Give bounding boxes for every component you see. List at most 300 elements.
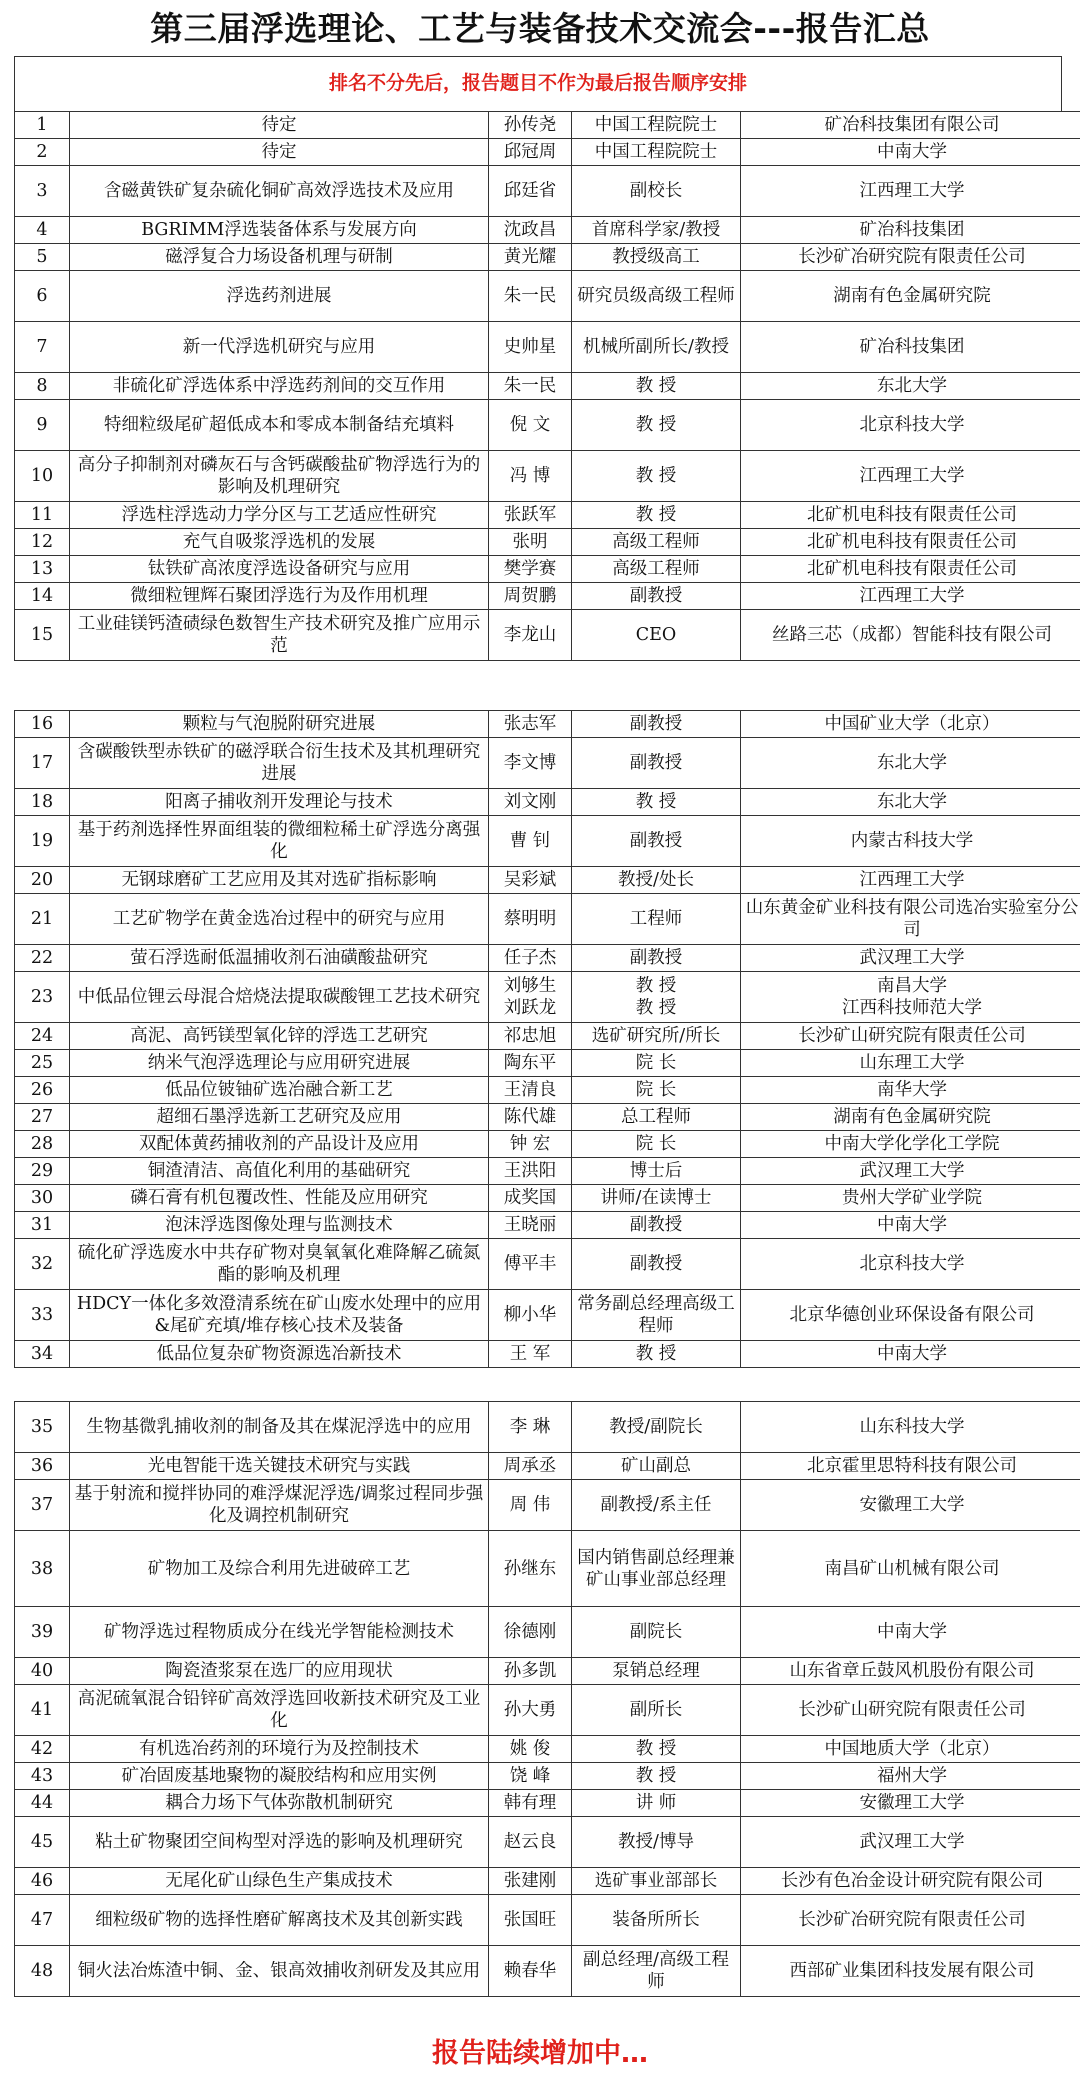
table-row [15,1453,1080,1480]
table-row [15,1685,1080,1736]
cell-no: 7 [15,322,70,373]
table-row [15,373,1080,400]
table-row [15,1158,1080,1185]
cell-name: 樊学赛 [489,556,572,583]
cell-name: 钟 宏 [489,1131,572,1158]
cell-org: 湖南有色金属研究院 [741,1104,1080,1131]
table-row [15,1023,1080,1050]
cell-name: 孙多凯 [489,1658,572,1685]
table-row [15,1895,1080,1946]
cell-name: 韩有理 [489,1790,572,1817]
table-row [15,1868,1080,1895]
cell-title: 中国工程院院士 [572,112,741,139]
cell-topic: 生物基微乳捕收剂的制备及其在煤泥浮选中的应用 [70,1402,489,1453]
cell-topic: 低品位复杂矿物资源选冶新技术 [70,1341,489,1368]
cell-topic: 工业硅镁钙渣碛绿色数智生产技术研究及推广应用示范 [70,610,489,661]
cell-org: 长沙矿冶研究院有限责任公司 [741,244,1080,271]
cell-name: 傅平丰 [489,1239,572,1290]
cell-name: 王晓丽 [489,1212,572,1239]
cell-topic: 纳米气泡浮选理论与应用研究进展 [70,1050,489,1077]
cell-name: 邱冠周 [489,139,572,166]
report-table-section-3 [14,1401,1080,1997]
cell-name: 饶 峰 [489,1763,572,1790]
table-row [15,1480,1080,1531]
cell-no: 22 [15,945,70,972]
cell-title: 中国工程院院士 [572,139,741,166]
cell-name: 黄光耀 [489,244,572,271]
cell-no: 9 [15,400,70,451]
cell-name: 周 伟 [489,1480,572,1531]
cell-no: 11 [15,502,70,529]
cell-title: 院 长 [572,1077,741,1104]
cell-name: 张建刚 [489,1868,572,1895]
cell-title: 教 授 [572,373,741,400]
table-row [15,1050,1080,1077]
cell-org: 江西理工大学 [741,583,1080,610]
table-row [15,1658,1080,1685]
cell-no: 17 [15,738,70,789]
cell-title: 副总经理/高级工程师 [572,1946,741,1997]
cell-title: 副教授 [572,583,741,610]
cell-title: 副教授 [572,738,741,789]
table-row [15,556,1080,583]
cell-name: 沈政昌 [489,217,572,244]
cell-title: 选矿事业部部长 [572,1868,741,1895]
cell-no: 4 [15,217,70,244]
cell-title-line: 教 授 [635,998,677,1018]
cell-no: 13 [15,556,70,583]
cell-org: 江西理工大学 [741,451,1080,502]
cell-name: 王 军 [489,1341,572,1368]
cell-title: 教 授 [572,451,741,502]
cell-topic: 有机选冶药剂的环境行为及控制技术 [70,1736,489,1763]
cell-name: 周贺鹏 [489,583,572,610]
cell-no: 42 [15,1736,70,1763]
cell-name: 史帅星 [489,322,572,373]
cell-no: 33 [15,1290,70,1341]
cell-topic: 钛铁矿高浓度浮选设备研究与应用 [70,556,489,583]
cell-title: 院 长 [572,1050,741,1077]
cell-title: 工程师 [572,894,741,945]
cell-org: 矿冶科技集团有限公司 [741,112,1080,139]
cell-title: 常务副总经理高级工程师 [572,1290,741,1341]
table-row [15,166,1080,217]
cell-title: 国内销售副总经理兼矿山事业部总经理 [572,1531,741,1607]
cell-topic: 磁浮复合力场设备机理与研制 [70,244,489,271]
cell-name: 孙继东 [489,1531,572,1607]
table-row [15,502,1080,529]
table-row [15,1212,1080,1239]
cell-no: 15 [15,610,70,661]
table-row [15,738,1080,789]
table-row [15,972,1080,1023]
cell-org: 北矿机电科技有限责任公司 [741,502,1080,529]
cell-title: 教授级高工 [572,244,741,271]
table-row [15,139,1080,166]
cell-no: 37 [15,1480,70,1531]
cell-org: 南华大学 [741,1077,1080,1104]
cell-topic: 工艺矿物学在黄金选冶过程中的研究与应用 [70,894,489,945]
cell-title: 副教授 [572,816,741,867]
more-reports-footer: 报告陆续增加中… [432,2038,648,2069]
cell-org: 北矿机电科技有限责任公司 [741,529,1080,556]
cell-title: 矿山副总 [572,1453,741,1480]
cell-topic: 含磁黄铁矿复杂硫化铜矿高效浮选技术及应用 [70,166,489,217]
cell-org: 东北大学 [741,738,1080,789]
cell-title: 机械所副所长/教授 [572,322,741,373]
cell-title: 教 授 [572,1341,741,1368]
cell-title: 副教授/系主任 [572,1480,741,1531]
cell-no: 20 [15,867,70,894]
cell-no: 27 [15,1104,70,1131]
cell-topic: 浮选药剂进展 [70,271,489,322]
cell-topic: 超细石墨浮选新工艺研究及应用 [70,1104,489,1131]
cell-title: 博士后 [572,1158,741,1185]
table-row [15,583,1080,610]
table-row [15,1131,1080,1158]
cell-org: 南昌矿山机械有限公司 [741,1531,1080,1607]
cell-topic: 新一代浮选机研究与应用 [70,322,489,373]
cell-topic: 细粒级矿物的选择性磨矿解离技术及其创新实践 [70,1895,489,1946]
cell-topic: 高泥硫氧混合铅锌矿高效浮选回收新技术研究及工业化 [70,1685,489,1736]
cell-no: 29 [15,1158,70,1185]
cell-title: 高级工程师 [572,529,741,556]
table-row [15,894,1080,945]
cell-no: 43 [15,1763,70,1790]
cell-name: 王洪阳 [489,1158,572,1185]
cell-org: 东北大学 [741,373,1080,400]
cell-org: 东北大学 [741,789,1080,816]
table-row [15,1736,1080,1763]
cell-no: 28 [15,1131,70,1158]
cell-name-line: 刘够生 [503,976,557,996]
cell-org: 山东黄金矿业科技有限公司选冶实验室分公司 [741,894,1080,945]
cell-org: 中南大学 [741,1212,1080,1239]
cell-org [741,972,1080,1023]
cell-title: 首席科学家/教授 [572,217,741,244]
cell-org: 中南大学 [741,139,1080,166]
table-row [15,1531,1080,1607]
cell-topic: 高分子抑制剂对磷灰石与含钙碳酸盐矿物浮选行为的影响及机理研究 [70,451,489,502]
table-row [15,1402,1080,1453]
cell-title: 教授/副院长 [572,1402,741,1453]
cell-org: 北京科技大学 [741,400,1080,451]
cell-topic: 矿冶固废基地聚物的凝胶结构和应用实例 [70,1763,489,1790]
cell-no: 45 [15,1817,70,1868]
cell-no: 34 [15,1341,70,1368]
cell-title: 教 授 [572,502,741,529]
cell-org: 西部矿业集团科技发展有限公司 [741,1946,1080,1997]
cell-title: 教 授 [572,400,741,451]
table-row [15,529,1080,556]
cell-topic: 陶瓷渣浆泵在选厂的应用现状 [70,1658,489,1685]
cell-no: 2 [15,139,70,166]
cell-name: 曹 钊 [489,816,572,867]
cell-title: 高级工程师 [572,556,741,583]
cell-no: 10 [15,451,70,502]
cell-topic: 硫化矿浮选废水中共存矿物对臭氧氧化难降解乙硫氮酯的影响及机理 [70,1239,489,1290]
cell-topic: 中低品位锂云母混合焙烧法提取碳酸锂工艺技术研究 [70,972,489,1023]
cell-topic: 低品位铍铀矿选冶融合新工艺 [70,1077,489,1104]
cell-name: 任子杰 [489,945,572,972]
cell-no: 24 [15,1023,70,1050]
cell-topic: BGRIMM浮选装备体系与发展方向 [70,217,489,244]
cell-topic: 粘土矿物聚团空间构型对浮选的影响及机理研究 [70,1817,489,1868]
cell-title: 讲 师 [572,1790,741,1817]
cell-org: 矿冶科技集团 [741,217,1080,244]
cell-topic: 光电智能干选关键技术研究与实践 [70,1453,489,1480]
cell-no: 36 [15,1453,70,1480]
cell-name: 陶东平 [489,1050,572,1077]
table-row [15,1817,1080,1868]
cell-title: 装备所所长 [572,1895,741,1946]
table-row [15,1946,1080,1997]
cell-name: 张跃军 [489,502,572,529]
cell-title: 教 授 [572,1763,741,1790]
table-row [15,1790,1080,1817]
table-row [15,1341,1080,1368]
cell-no: 8 [15,373,70,400]
cell-org: 长沙矿山研究院有限责任公司 [741,1685,1080,1736]
table-row [15,1185,1080,1212]
cell-org: 武汉理工大学 [741,1817,1080,1868]
cell-title: 副校长 [572,166,741,217]
cell-title: 副所长 [572,1685,741,1736]
page-title: 第三届浮选理论、工艺与装备技术交流会---报告汇总 [150,9,930,48]
cell-name: 张明 [489,529,572,556]
cell-org: 武汉理工大学 [741,945,1080,972]
cell-name: 张国旺 [489,1895,572,1946]
cell-no: 23 [15,972,70,1023]
cell-name: 刘文刚 [489,789,572,816]
order-notice: 排名不分先后，报告题目不作为最后报告顺序安排 [14,56,1062,112]
table-row [15,711,1080,738]
cell-name: 李龙山 [489,610,572,661]
cell-name: 朱一民 [489,373,572,400]
cell-title: 选矿研究所/所长 [572,1023,741,1050]
table-row [15,322,1080,373]
cell-name: 冯 博 [489,451,572,502]
table-row [15,1763,1080,1790]
cell-name: 赵云良 [489,1817,572,1868]
cell-topic: 含碳酸铁型赤铁矿的磁浮联合衍生技术及其机理研究进展 [70,738,489,789]
cell-org: 中国矿业大学（北京） [741,711,1080,738]
cell-org: 贵州大学矿业学院 [741,1185,1080,1212]
cell-title: 泵销总经理 [572,1658,741,1685]
cell-no: 30 [15,1185,70,1212]
table-row [15,1239,1080,1290]
cell-topic: 泡沫浮选图像处理与监测技术 [70,1212,489,1239]
cell-topic: 萤石浮选耐低温捕收剂石油磺酸盐研究 [70,945,489,972]
table-row [15,867,1080,894]
cell-org: 福州大学 [741,1763,1080,1790]
table-row [15,400,1080,451]
cell-no: 44 [15,1790,70,1817]
cell-title-line: 教 授 [635,976,677,996]
cell-topic: 特细粒级尾矿超低成本和零成本制备结充填料 [70,400,489,451]
cell-title: 教授/处长 [572,867,741,894]
cell-no: 6 [15,271,70,322]
cell-name: 陈代雄 [489,1104,572,1131]
cell-no: 40 [15,1658,70,1685]
cell-no: 19 [15,816,70,867]
cell-topic: 磷石膏有机包覆改性、性能及应用研究 [70,1185,489,1212]
cell-org: 山东理工大学 [741,1050,1080,1077]
cell-topic: 无钢球磨矿工艺应用及其对选矿指标影响 [70,867,489,894]
cell-name: 张志军 [489,711,572,738]
cell-org: 中南大学 [741,1341,1080,1368]
cell-no: 1 [15,112,70,139]
cell-topic: 铜火法冶炼渣中铜、金、银高效捕收剂研发及其应用 [70,1946,489,1997]
cell-no: 26 [15,1077,70,1104]
cell-name-line: 刘跃龙 [503,998,557,1018]
cell-title: 讲师/在读博士 [572,1185,741,1212]
cell-title: 副教授 [572,711,741,738]
cell-title: 副教授 [572,1212,741,1239]
cell-name: 赖春华 [489,1946,572,1997]
table-row [15,112,1080,139]
cell-org: 北京霍里思特科技有限公司 [741,1453,1080,1480]
cell-title: 研究员级高级工程师 [572,271,741,322]
table-row [15,1290,1080,1341]
cell-name: 李 琳 [489,1402,572,1453]
report-table-section-1 [14,111,1080,661]
cell-topic: 双配体黄药捕收剂的产品设计及应用 [70,1131,489,1158]
cell-name: 邱廷省 [489,166,572,217]
cell-no: 46 [15,1868,70,1895]
cell-org: 湖南有色金属研究院 [741,271,1080,322]
cell-name: 吴彩斌 [489,867,572,894]
cell-title: 教授/博导 [572,1817,741,1868]
cell-topic: 无尾化矿山绿色生产集成技术 [70,1868,489,1895]
cell-name: 孙大勇 [489,1685,572,1736]
table-row [15,1104,1080,1131]
cell-org: 长沙矿山研究院有限责任公司 [741,1023,1080,1050]
cell-org: 丝路三芯（成都）智能科技有限公司 [741,610,1080,661]
cell-name: 周承丞 [489,1453,572,1480]
cell-topic: 待定 [70,139,489,166]
cell-title: 副教授 [572,1239,741,1290]
table-row [15,816,1080,867]
cell-name: 李文博 [489,738,572,789]
cell-title: 院 长 [572,1131,741,1158]
cell-no: 47 [15,1895,70,1946]
cell-title: 副院长 [572,1607,741,1658]
cell-name: 蔡明明 [489,894,572,945]
cell-no: 16 [15,711,70,738]
cell-title: 副教授 [572,945,741,972]
cell-no: 35 [15,1402,70,1453]
table-row [15,945,1080,972]
cell-org: 中南大学化学化工学院 [741,1131,1080,1158]
cell-no: 12 [15,529,70,556]
table-row [15,244,1080,271]
cell-org: 矿冶科技集团 [741,322,1080,373]
cell-name: 倪 文 [489,400,572,451]
cell-org: 北京华德创业环保设备有限公司 [741,1290,1080,1341]
cell-no: 21 [15,894,70,945]
cell-org-line: 南昌大学 [877,976,947,996]
cell-name [489,972,572,1023]
cell-title [572,972,741,1023]
cell-title: 总工程师 [572,1104,741,1131]
table-row [15,1607,1080,1658]
cell-org: 中南大学 [741,1607,1080,1658]
cell-name: 成奖国 [489,1185,572,1212]
cell-title: 教 授 [572,1736,741,1763]
cell-name: 王清良 [489,1077,572,1104]
cell-org: 安徽理工大学 [741,1480,1080,1531]
cell-no: 14 [15,583,70,610]
table-row [15,1077,1080,1104]
cell-topic: 基于药剂选择性界面组装的微细粒稀土矿浮选分离强化 [70,816,489,867]
cell-no: 38 [15,1531,70,1607]
cell-org: 安徽理工大学 [741,1790,1080,1817]
cell-org: 江西理工大学 [741,867,1080,894]
cell-topic: 矿物浮选过程物质成分在线光学智能检测技术 [70,1607,489,1658]
cell-name: 柳小华 [489,1290,572,1341]
cell-topic: 待定 [70,112,489,139]
cell-topic: 微细粒锂辉石聚团浮选行为及作用机理 [70,583,489,610]
cell-no: 39 [15,1607,70,1658]
cell-topic: 耦合力场下气体弥散机制研究 [70,1790,489,1817]
cell-topic: 颗粒与气泡脱附研究进展 [70,711,489,738]
cell-topic: HDCY一体化多效澄清系统在矿山废水处理中的应用&尾矿充填/堆存核心技术及装备 [70,1290,489,1341]
cell-title: CEO [572,610,741,661]
cell-no: 18 [15,789,70,816]
cell-org: 长沙矿冶研究院有限责任公司 [741,1895,1080,1946]
cell-topic: 基于射流和搅拌协同的难浮煤泥浮选/调浆过程同步强化及调控机制研究 [70,1480,489,1531]
cell-org: 山东科技大学 [741,1402,1080,1453]
cell-no: 5 [15,244,70,271]
cell-no: 48 [15,1946,70,1997]
cell-org: 江西理工大学 [741,166,1080,217]
cell-no: 31 [15,1212,70,1239]
table-row [15,271,1080,322]
cell-topic: 非硫化矿浮选体系中浮选药剂间的交互作用 [70,373,489,400]
cell-org: 山东省章丘鼓风机股份有限公司 [741,1658,1080,1685]
cell-topic: 铜渣清洁、高值化利用的基础研究 [70,1158,489,1185]
cell-title: 教 授 [572,789,741,816]
cell-no: 41 [15,1685,70,1736]
report-table-section-2 [14,710,1080,1368]
cell-org-line: 江西科技师范大学 [842,998,982,1018]
cell-topic: 浮选柱浮选动力学分区与工艺适应性研究 [70,502,489,529]
cell-name: 孙传尧 [489,112,572,139]
cell-name: 祁忠旭 [489,1023,572,1050]
cell-topic: 阳离子捕收剂开发理论与技术 [70,789,489,816]
cell-no: 3 [15,166,70,217]
cell-org: 北矿机电科技有限责任公司 [741,556,1080,583]
cell-no: 32 [15,1239,70,1290]
table-row [15,610,1080,661]
cell-no: 25 [15,1050,70,1077]
cell-org: 内蒙古科技大学 [741,816,1080,867]
cell-org: 中国地质大学（北京） [741,1736,1080,1763]
table-row [15,217,1080,244]
cell-name: 姚 俊 [489,1736,572,1763]
cell-topic: 矿物加工及综合利用先进破碎工艺 [70,1531,489,1607]
cell-org: 北京科技大学 [741,1239,1080,1290]
table-row [15,451,1080,502]
cell-org: 武汉理工大学 [741,1158,1080,1185]
cell-topic: 充气自吸浆浮选机的发展 [70,529,489,556]
cell-name: 徐德刚 [489,1607,572,1658]
table-row [15,789,1080,816]
cell-topic: 高泥、高钙镁型氧化锌的浮选工艺研究 [70,1023,489,1050]
cell-name: 朱一民 [489,271,572,322]
cell-org: 长沙有色冶金设计研究院有限公司 [741,1868,1080,1895]
